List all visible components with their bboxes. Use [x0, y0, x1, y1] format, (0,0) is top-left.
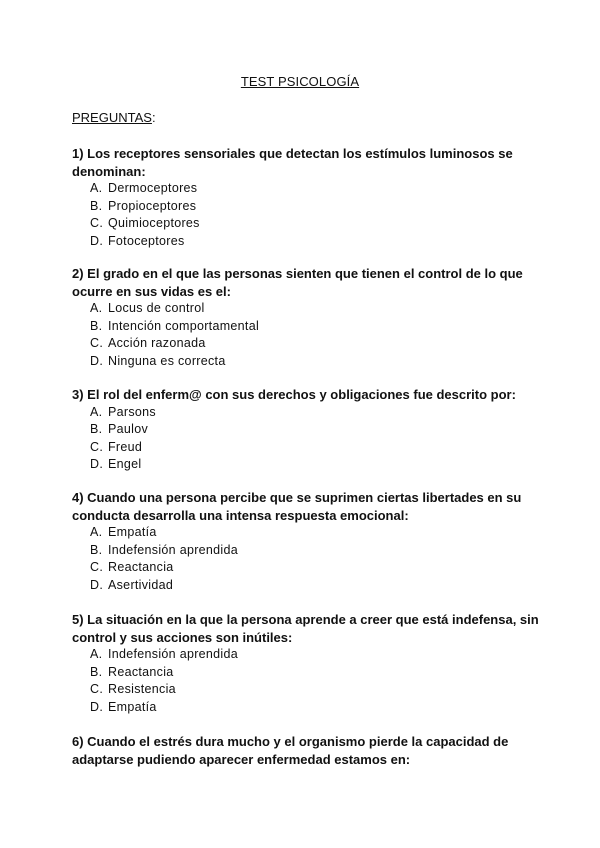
- option-a: [90, 646, 542, 664]
- question-text: 5) La situación en la que la persona aprende a creer que está indefensa, sin control y sus acciones son inútiles:: [72, 612, 539, 645]
- option-letter: C.: [90, 336, 104, 350]
- option-text: Dermoceptores: [108, 181, 198, 195]
- option-c: [90, 439, 542, 457]
- option-text: Propioceptores: [108, 198, 197, 213]
- option-text: Parsons: [108, 404, 156, 419]
- option-text: Ninguna es correcta: [108, 353, 226, 368]
- option-letter: B.: [90, 664, 103, 679]
- option-list: [72, 646, 542, 716]
- option-c: [90, 559, 542, 577]
- option-c: [90, 681, 542, 699]
- option-letter: B.: [90, 422, 103, 436]
- option-text: Engel: [108, 457, 142, 471]
- option-a: [90, 300, 542, 318]
- question-3: [72, 386, 542, 474]
- option-text: Empatía: [108, 699, 157, 714]
- option-letter: D.: [90, 233, 104, 248]
- option-a: [90, 180, 542, 198]
- option-b: [90, 198, 542, 216]
- option-d: [90, 353, 542, 371]
- option-letter: A.: [90, 301, 103, 315]
- option-letter: A.: [90, 647, 103, 661]
- option-text: Indefensión aprendida: [108, 542, 239, 557]
- option-text: Indefensión aprendida: [108, 647, 239, 661]
- option-letter: B.: [90, 542, 103, 557]
- option-letter: C.: [90, 439, 104, 454]
- option-text: Paulov: [108, 422, 149, 436]
- section-label: [72, 110, 156, 125]
- option-text: Reactancia: [108, 664, 174, 679]
- option-letter: D.: [90, 577, 104, 592]
- option-d: [90, 577, 542, 595]
- option-text: Quimioceptores: [108, 216, 200, 230]
- option-list: [72, 404, 542, 474]
- option-letter: B.: [90, 318, 103, 333]
- option-text: Reactancia: [108, 560, 174, 574]
- option-b: [90, 664, 542, 682]
- option-a: [90, 524, 542, 542]
- option-letter: C.: [90, 560, 104, 574]
- option-c: [90, 215, 542, 233]
- option-list: [72, 180, 542, 250]
- option-letter: D.: [90, 457, 104, 471]
- option-letter: D.: [90, 699, 104, 714]
- option-d: [90, 699, 542, 717]
- option-text: Acción razonada: [108, 336, 206, 350]
- section-label-text: PREGUNTAS: [72, 110, 152, 125]
- section-label-suffix: :: [151, 110, 156, 125]
- option-letter: D.: [90, 353, 104, 368]
- option-letter: A.: [90, 181, 103, 195]
- option-b: [90, 542, 542, 560]
- option-list: [72, 300, 542, 370]
- option-text: Freud: [108, 439, 143, 454]
- option-d: [90, 233, 542, 251]
- option-list: [72, 524, 542, 594]
- option-letter: C.: [90, 682, 104, 696]
- option-d: [90, 456, 542, 474]
- option-b: [90, 318, 542, 336]
- question-6: [72, 733, 542, 768]
- question-1: [72, 145, 542, 250]
- option-text: Locus de control: [108, 301, 205, 315]
- option-text: Intención comportamental: [108, 318, 260, 333]
- option-letter: A.: [90, 404, 103, 419]
- question-text: 4) Cuando una persona percibe que se suprimen ciertas libertades en su conducta desarrolla una intensa respuesta emocional:: [72, 490, 522, 523]
- option-text: Fotoceptores: [108, 233, 185, 248]
- option-letter: B.: [90, 198, 103, 213]
- option-letter: C.: [90, 216, 104, 230]
- option-text: Resistencia: [108, 682, 176, 696]
- question-text: 2) El grado en el que las personas sienten que tienen el control de lo que ocurre en sus vidas es el:: [72, 266, 523, 299]
- option-text: Empatía: [108, 525, 157, 539]
- option-b: [90, 421, 542, 439]
- question-text: 1) Los receptores sensoriales que detectan los estímulos luminosos se denominan:: [72, 146, 513, 179]
- question-4: [72, 489, 542, 594]
- option-c: [90, 335, 542, 353]
- question-5: [72, 611, 542, 716]
- option-text: Asertividad: [108, 577, 174, 592]
- document-title: TEST PSICOLOGÍA: [240, 74, 360, 89]
- question-2: [72, 265, 542, 370]
- question-text: 3) El rol del enferm@ con sus derechos y obligaciones fue descrito por:: [72, 387, 516, 402]
- option-a: [90, 404, 542, 422]
- option-letter: A.: [90, 525, 103, 539]
- question-text: 6) Cuando el estrés dura mucho y el organismo pierde la capacidad de adaptarse pudiendo aparecer enfermedad estamos en:: [72, 734, 509, 767]
